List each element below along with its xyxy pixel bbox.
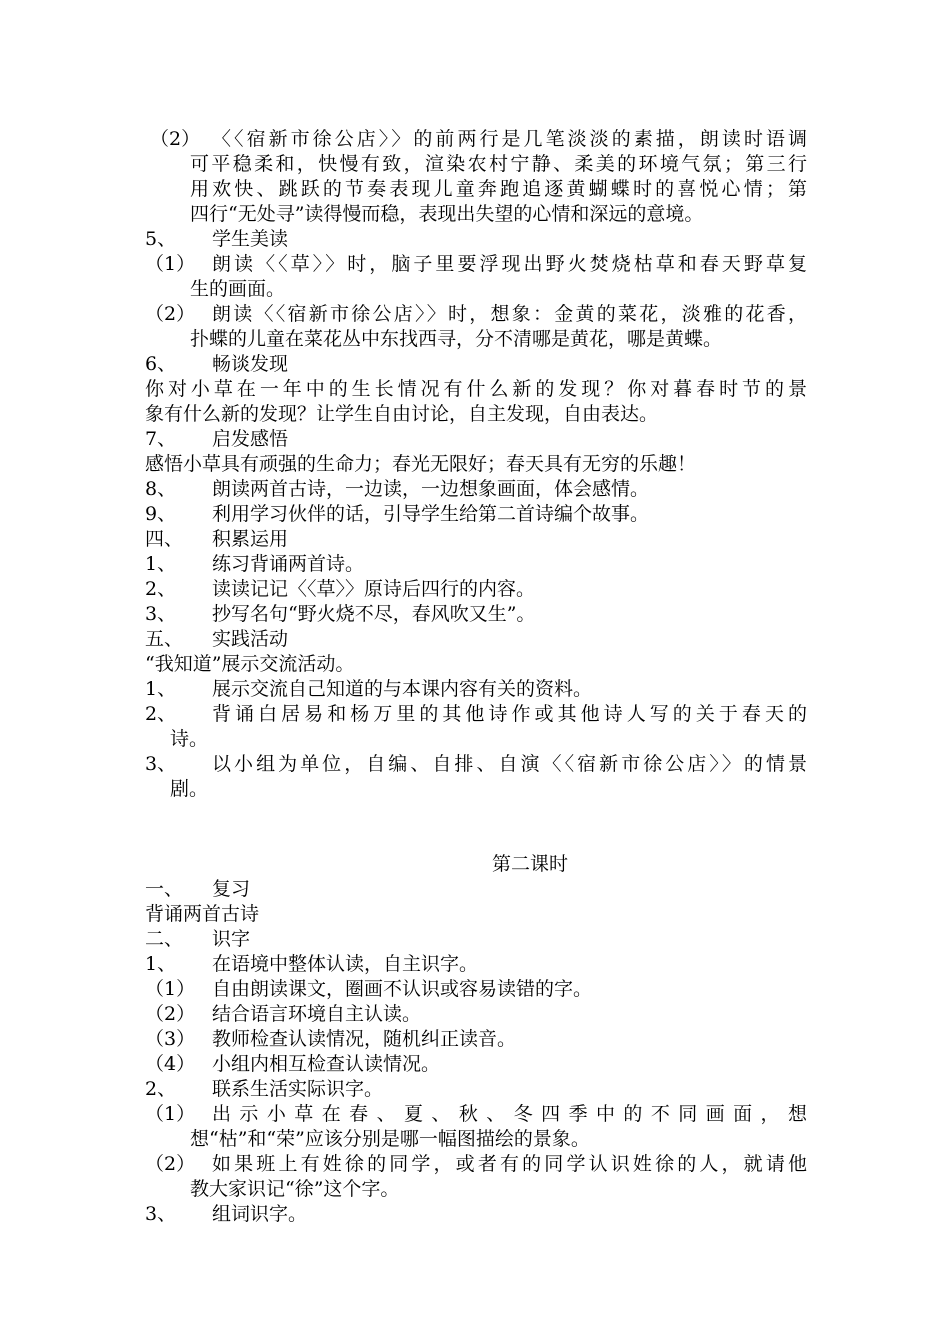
item-number: （1） [145,978,196,1000]
item-number: （2） [145,1003,196,1025]
text-line: 联系生活实际识字。 [212,1078,384,1100]
text-line: 抄写名句“野火烧不尽，春风吹又生”。 [212,603,536,625]
text-line: 用欢快、跳跃的节奏表现儿童奔跑追逐黄蝴蝶时的喜悦心情；第 [190,178,807,200]
text-line: 组词识字。 [212,1203,308,1225]
lesson-title: 第二课时 [492,853,569,875]
section-heading: 识字 [212,928,251,950]
item-number: 五、 [145,628,184,650]
text-line: 教师检查认读情况，随机纠正读音。 [212,1028,517,1050]
text-line: 结合语言环境自主认读。 [212,1003,422,1025]
section-heading: 启发感悟 [212,428,289,450]
section-heading: 学生美读 [212,228,289,250]
item-number: 5、 [145,228,177,250]
text-line: 〈〈宿新市徐公店〉〉的前两行是几笔淡淡的素描，朗读时语调 [212,128,807,150]
text-line: 朗读两首古诗，一边读，一边想象画面，体会感情。 [212,478,650,500]
text-line: 如果班上有姓徐的同学，或者有的同学认识姓徐的人，就请他 [212,1153,807,1175]
text-line: 四行“无处寻”读得慢而稳，表现出失望的心情和深远的意境。 [190,203,704,225]
section-heading: 积累运用 [212,528,289,550]
item-number: 二、 [145,928,184,950]
text-line: 读读记记〈〈草〉〉原诗后四行的内容。 [212,578,536,600]
text-line: 出示小草在春、夏、秋、冬四季中的不同画面，想 [212,1103,807,1125]
text-line: 你对小草在一年中的生长情况有什么新的发现？你对暮春时节的景 [145,378,807,400]
item-number: 7、 [145,428,177,450]
text-line: “我知道”展示交流活动。 [145,653,355,675]
item-number: （2） [145,1153,196,1175]
item-number: （1） [145,1103,196,1125]
item-number: 3、 [145,603,177,625]
text-line: 剧。 [170,778,209,800]
item-number: （2） [145,303,196,325]
item-number: 8、 [145,478,177,500]
item-number: 3、 [145,1203,177,1225]
item-number: 1、 [145,953,177,975]
text-line: 利用学习伙伴的话，引导学生给第二首诗编个故事。 [212,503,650,525]
text-line: 生的画面。 [190,278,286,300]
text-line: 小组内相互检查认读情况。 [212,1053,441,1075]
text-line: 以小组为单位，自编、自排、自演〈〈宿新市徐公店〉〉的情景 [212,753,807,775]
text-line: 练习背诵两首诗。 [212,553,365,575]
section-heading: 复习 [212,878,251,900]
text-line: 象有什么新的发现？让学生自由讨论，自主发现，自由表达。 [145,403,659,425]
text-line: 展示交流自己知道的与本课内容有关的资料。 [212,678,593,700]
text-line: 诗。 [170,728,209,750]
item-number: 1、 [145,553,177,575]
section-heading: 畅谈发现 [212,353,289,375]
item-number: （4） [145,1053,196,1075]
item-number: 四、 [145,528,184,550]
text-line: 自由朗读课文，圈画不认识或容易读错的字。 [212,978,593,1000]
item-number: 一、 [145,878,184,900]
item-number: （3） [145,1028,196,1050]
item-number: 6、 [145,353,177,375]
text-line: 背诵白居易和杨万里的其他诗作或其他诗人写的关于春天的 [212,703,807,725]
item-number: 3、 [145,753,177,775]
text-line: 朗读〈〈草〉〉时，脑子里要浮现出野火焚烧枯草和春天野草复 [212,253,807,275]
text-line: 背诵两首古诗 [145,903,260,925]
item-number: 2、 [145,578,177,600]
item-number: （1） [145,253,196,275]
item-number: （2） [150,128,201,150]
item-number: 2、 [145,1078,177,1100]
text-line: 教大家识记“徐”这个字。 [190,1178,400,1200]
text-line: 扑蝶的儿童在菜花丛中东找西寻，分不清哪是黄花，哪是黄蝶。 [190,328,723,350]
section-heading: 实践活动 [212,628,289,650]
item-number: 9、 [145,503,177,525]
text-line: 感悟小草具有顽强的生命力；春光无限好；春天具有无穷的乐趣！ [145,453,697,475]
item-number: 1、 [145,678,177,700]
text-line: 想“枯”和“荣”应该分别是哪一幅图描绘的景象。 [190,1128,590,1150]
text-line: 朗读〈〈宿新市徐公店〉〉时，想象：金黄的菜花，淡雅的花香， [212,303,807,325]
text-line: 在语境中整体认读，自主识字。 [212,953,479,975]
item-number: 2、 [145,703,177,725]
text-line: 可平稳柔和，快慢有致，渲染农村宁静、柔美的环境气氛；第三行 [190,153,807,175]
